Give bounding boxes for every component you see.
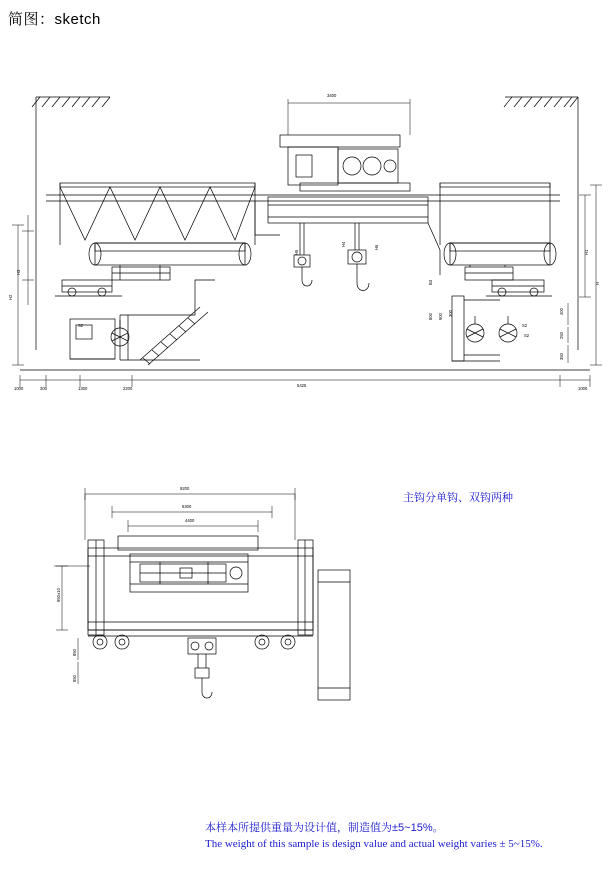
svg-text:1000: 1000 bbox=[14, 386, 24, 391]
svg-text:4400: 4400 bbox=[185, 518, 195, 523]
svg-text:S2: S2 bbox=[522, 323, 528, 328]
svg-text:850: 850 bbox=[72, 649, 77, 656]
svg-text:850: 850 bbox=[72, 675, 77, 682]
svg-text:800: 800 bbox=[428, 313, 433, 320]
svg-text:5425: 5425 bbox=[297, 383, 307, 388]
svg-text:1000: 1000 bbox=[578, 386, 588, 391]
svg-text:H6: H6 bbox=[374, 244, 379, 250]
footer-note-cn: 本样本所提供重量为设计值，制造值为±5~15%。 bbox=[205, 822, 444, 834]
svg-text:250: 250 bbox=[559, 332, 564, 339]
plan-view bbox=[40, 470, 440, 730]
svg-text:H1: H1 bbox=[584, 249, 589, 255]
svg-text:B3: B3 bbox=[428, 279, 433, 285]
main-hook-note: 主钩分单钩、双钩两种 bbox=[403, 492, 513, 504]
svg-text:300: 300 bbox=[448, 310, 453, 317]
svg-text:400: 400 bbox=[559, 308, 564, 315]
svg-text:H5: H5 bbox=[294, 249, 299, 255]
elevation-view bbox=[0, 75, 610, 455]
svg-text:1300: 1300 bbox=[78, 386, 88, 391]
svg-text:9200: 9200 bbox=[180, 486, 190, 491]
svg-text:6300: 6300 bbox=[182, 504, 192, 509]
svg-text:H2: H2 bbox=[8, 294, 13, 300]
svg-text:300: 300 bbox=[40, 386, 47, 391]
svg-text:S2: S2 bbox=[78, 323, 84, 328]
svg-text:H: H bbox=[595, 281, 600, 285]
svg-text:2200: 2200 bbox=[123, 386, 133, 391]
svg-text:S2: S2 bbox=[524, 333, 530, 338]
page-title: 简图：sketch bbox=[8, 11, 101, 28]
svg-text:H4: H4 bbox=[341, 241, 346, 247]
svg-text:H3: H3 bbox=[16, 269, 21, 275]
svg-text:900: 900 bbox=[438, 313, 443, 320]
svg-text:950±10: 950±10 bbox=[56, 588, 61, 602]
svg-text:350: 350 bbox=[559, 353, 564, 360]
footer-note-en: The weight of this sample is design value and actual weight varies ± 5~15%. bbox=[205, 838, 543, 850]
svg-text:3400: 3400 bbox=[327, 93, 337, 98]
